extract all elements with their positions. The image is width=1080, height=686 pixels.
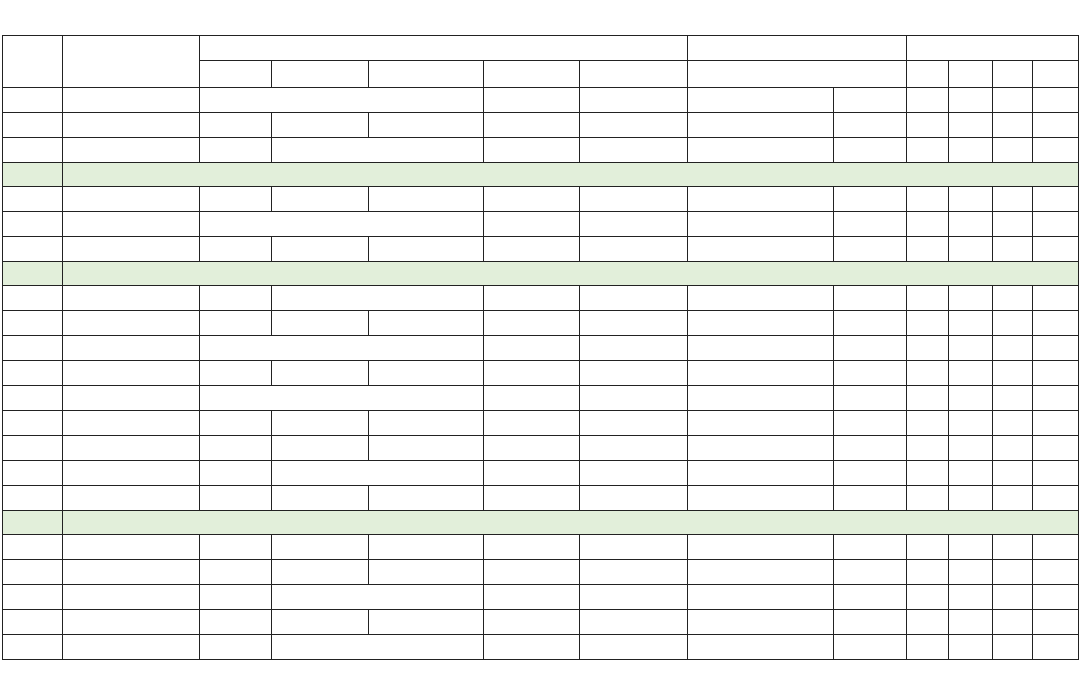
check-fruits-cell <box>1033 386 1079 411</box>
table-row <box>3 436 1079 461</box>
check-vegetables-cell <box>993 88 1033 113</box>
snack-cell <box>688 386 834 411</box>
snack-cell <box>688 311 834 336</box>
soup-cell <box>580 411 688 436</box>
official-stamp <box>886 562 1054 662</box>
date-cell <box>3 187 63 212</box>
table-row <box>3 411 1079 436</box>
main-cell <box>272 187 369 212</box>
fruit-cell <box>834 88 907 113</box>
check-fruits-cell <box>1033 336 1079 361</box>
header-staple <box>200 61 272 88</box>
check-protein-cell <box>949 286 993 311</box>
header-protein <box>949 61 993 88</box>
staple-cell <box>200 610 272 635</box>
date-cell <box>3 560 63 585</box>
side2-cell <box>484 610 580 635</box>
breakfast-cell <box>63 212 200 237</box>
side2-cell <box>484 461 580 486</box>
table-row <box>3 237 1079 262</box>
check-protein-cell <box>949 461 993 486</box>
side1-cell <box>369 436 484 461</box>
main-merged-cell <box>272 286 484 311</box>
check-grains-cell <box>907 138 949 163</box>
soup-cell <box>580 336 688 361</box>
side1-cell <box>369 560 484 585</box>
soup-cell <box>580 635 688 660</box>
check-grains-cell <box>907 88 949 113</box>
check-protein-cell <box>949 486 993 511</box>
check-vegetables-cell <box>993 535 1033 560</box>
side1-cell <box>369 610 484 635</box>
check-grains-cell <box>907 311 949 336</box>
check-protein-cell <box>949 535 993 560</box>
breakfast-cell <box>63 585 200 610</box>
holiday-text <box>63 511 1079 535</box>
main-merged-cell <box>272 138 484 163</box>
main-cell <box>272 311 369 336</box>
check-protein-cell <box>949 212 993 237</box>
main-cell <box>272 237 369 262</box>
side2-cell <box>484 336 580 361</box>
side1-cell <box>369 361 484 386</box>
breakfast-cell <box>63 610 200 635</box>
staple-cell <box>200 411 272 436</box>
check-protein-cell <box>949 113 993 138</box>
check-vegetables-cell <box>993 336 1033 361</box>
date-cell <box>3 212 63 237</box>
fruit-cell <box>834 286 907 311</box>
check-fruits-cell <box>1033 535 1079 560</box>
date-cell <box>3 610 63 635</box>
side2-cell <box>484 560 580 585</box>
date-cell <box>3 138 63 163</box>
header-side2 <box>484 61 580 88</box>
check-grains-cell <box>907 237 949 262</box>
side1-cell <box>369 113 484 138</box>
main-cell <box>272 610 369 635</box>
date-cell <box>3 436 63 461</box>
snack-cell <box>688 187 834 212</box>
date-cell <box>3 113 63 138</box>
snack-cell <box>688 286 834 311</box>
date-cell <box>3 486 63 511</box>
snack-cell <box>688 436 834 461</box>
soup-cell <box>580 585 688 610</box>
check-fruits-cell <box>1033 138 1079 163</box>
main-merged-cell <box>272 585 484 610</box>
breakfast-cell <box>63 461 200 486</box>
date-cell <box>3 237 63 262</box>
date-cell <box>3 88 63 113</box>
table-row <box>3 212 1079 237</box>
breakfast-cell <box>63 361 200 386</box>
fruit-cell <box>834 411 907 436</box>
check-grains-cell <box>907 461 949 486</box>
snack-cell <box>688 237 834 262</box>
table-row <box>3 361 1079 386</box>
snack-cell <box>688 585 834 610</box>
fruit-cell <box>834 361 907 386</box>
side2-cell <box>484 535 580 560</box>
check-protein-cell <box>949 436 993 461</box>
staple-cell <box>200 237 272 262</box>
side2-cell <box>484 212 580 237</box>
date-cell <box>3 361 63 386</box>
check-vegetables-cell <box>993 461 1033 486</box>
soup-cell <box>580 286 688 311</box>
date-cell <box>3 311 63 336</box>
table-row <box>3 535 1079 560</box>
check-grains-cell <box>907 535 949 560</box>
check-vegetables-cell <box>993 386 1033 411</box>
side2-cell <box>484 361 580 386</box>
breakfast-cell <box>63 88 200 113</box>
check-vegetables-cell <box>993 436 1033 461</box>
table-row <box>3 461 1079 486</box>
breakfast-cell <box>63 386 200 411</box>
side2-cell <box>484 635 580 660</box>
side2-cell <box>484 386 580 411</box>
check-fruits-cell <box>1033 237 1079 262</box>
main-cell <box>272 436 369 461</box>
check-fruits-cell <box>1033 411 1079 436</box>
date-cell <box>3 336 63 361</box>
table-row <box>3 386 1079 411</box>
staple-cell <box>200 585 272 610</box>
lunch-merged-cell <box>200 88 484 113</box>
header-afternoon <box>688 36 907 61</box>
side1-cell <box>369 311 484 336</box>
date-cell <box>3 386 63 411</box>
soup-cell <box>580 113 688 138</box>
fruit-cell <box>834 461 907 486</box>
breakfast-cell <box>63 286 200 311</box>
check-vegetables-cell <box>993 361 1033 386</box>
soup-cell <box>580 486 688 511</box>
check-protein-cell <box>949 311 993 336</box>
staple-cell <box>200 113 272 138</box>
soup-cell <box>580 88 688 113</box>
side1-cell <box>369 187 484 212</box>
holiday-row <box>3 262 1079 286</box>
check-protein-cell <box>949 361 993 386</box>
side2-cell <box>484 585 580 610</box>
fruit-cell <box>834 436 907 461</box>
check-grains-cell <box>907 187 949 212</box>
holiday-row <box>3 163 1079 187</box>
staple-cell <box>200 361 272 386</box>
table-row <box>3 187 1079 212</box>
side2-cell <box>484 311 580 336</box>
breakfast-cell <box>63 237 200 262</box>
page-title <box>0 0 1080 35</box>
snack-cell <box>688 535 834 560</box>
fruit-cell <box>834 311 907 336</box>
soup-cell <box>580 610 688 635</box>
date-cell <box>3 461 63 486</box>
staple-cell <box>200 535 272 560</box>
breakfast-cell <box>63 635 200 660</box>
side1-cell <box>369 486 484 511</box>
holiday-date <box>3 163 63 187</box>
side2-cell <box>484 88 580 113</box>
fruit-cell <box>834 113 907 138</box>
side1-cell <box>369 237 484 262</box>
header-vegetables <box>993 61 1033 88</box>
snack-cell <box>688 113 834 138</box>
check-grains-cell <box>907 361 949 386</box>
breakfast-cell <box>63 535 200 560</box>
fruit-cell <box>834 486 907 511</box>
check-grains-cell <box>907 286 949 311</box>
table-row <box>3 336 1079 361</box>
header-lunch <box>200 36 688 61</box>
holiday-date <box>3 262 63 286</box>
staple-cell <box>200 311 272 336</box>
table-row <box>3 286 1079 311</box>
fruit-cell <box>834 138 907 163</box>
side2-cell <box>484 187 580 212</box>
check-fruits-cell <box>1033 286 1079 311</box>
breakfast-cell <box>63 187 200 212</box>
header-fruits <box>1033 61 1079 88</box>
snack-cell <box>688 461 834 486</box>
breakfast-cell <box>63 436 200 461</box>
holiday-row <box>3 511 1079 535</box>
table-row <box>3 311 1079 336</box>
footer-note <box>0 660 1080 682</box>
snack-cell <box>688 88 834 113</box>
main-cell <box>272 560 369 585</box>
check-protein-cell <box>949 386 993 411</box>
check-vegetables-cell <box>993 486 1033 511</box>
check-vegetables-cell <box>993 311 1033 336</box>
main-cell <box>272 361 369 386</box>
check-vegetables-cell <box>993 212 1033 237</box>
breakfast-cell <box>63 411 200 436</box>
check-grains-cell <box>907 212 949 237</box>
check-protein-cell <box>949 411 993 436</box>
snack-cell <box>688 560 834 585</box>
holiday-date <box>3 511 63 535</box>
main-cell <box>272 535 369 560</box>
lunch-merged-cell <box>200 386 484 411</box>
staple-cell <box>200 138 272 163</box>
fruit-cell <box>834 212 907 237</box>
date-cell <box>3 585 63 610</box>
check-fruits-cell <box>1033 461 1079 486</box>
check-protein-cell <box>949 336 993 361</box>
snack-cell <box>688 610 834 635</box>
side2-cell <box>484 113 580 138</box>
breakfast-cell <box>63 138 200 163</box>
staple-cell <box>200 560 272 585</box>
stamp-inner-ring <box>914 588 1026 640</box>
snack-cell <box>688 411 834 436</box>
check-vegetables-cell <box>993 187 1033 212</box>
check-fruits-cell <box>1033 361 1079 386</box>
fruit-cell <box>834 336 907 361</box>
table-row <box>3 486 1079 511</box>
snack-cell <box>688 138 834 163</box>
lunch-merged-cell <box>200 336 484 361</box>
check-grains-cell <box>907 486 949 511</box>
breakfast-cell <box>63 336 200 361</box>
header-grains <box>907 61 949 88</box>
soup-cell <box>580 138 688 163</box>
staple-cell <box>200 635 272 660</box>
check-fruits-cell <box>1033 212 1079 237</box>
snack-cell <box>688 486 834 511</box>
check-grains-cell <box>907 411 949 436</box>
side2-cell <box>484 286 580 311</box>
header-check <box>907 36 1079 61</box>
staple-cell <box>200 486 272 511</box>
fruit-cell <box>834 535 907 560</box>
breakfast-cell <box>63 486 200 511</box>
check-fruits-cell <box>1033 311 1079 336</box>
soup-cell <box>580 361 688 386</box>
header-fruit-note <box>688 61 907 88</box>
date-cell <box>3 411 63 436</box>
table-row <box>3 113 1079 138</box>
soup-cell <box>580 212 688 237</box>
check-fruits-cell <box>1033 436 1079 461</box>
soup-cell <box>580 386 688 411</box>
check-vegetables-cell <box>993 237 1033 262</box>
side2-cell <box>484 138 580 163</box>
header-breakfast <box>63 36 200 88</box>
check-vegetables-cell <box>993 138 1033 163</box>
side2-cell <box>484 486 580 511</box>
check-grains-cell <box>907 336 949 361</box>
check-protein-cell <box>949 88 993 113</box>
side2-cell <box>484 237 580 262</box>
check-protein-cell <box>949 138 993 163</box>
lunch-merged-cell <box>200 212 484 237</box>
fruit-cell <box>834 187 907 212</box>
main-cell <box>272 113 369 138</box>
check-vegetables-cell <box>993 411 1033 436</box>
table-row <box>3 88 1079 113</box>
staple-cell <box>200 187 272 212</box>
check-grains-cell <box>907 386 949 411</box>
soup-cell <box>580 436 688 461</box>
side1-cell <box>369 411 484 436</box>
soup-cell <box>580 311 688 336</box>
header-date <box>3 36 63 88</box>
soup-cell <box>580 535 688 560</box>
header-main <box>272 61 369 88</box>
fruit-cell <box>834 237 907 262</box>
breakfast-cell <box>63 560 200 585</box>
side2-cell <box>484 411 580 436</box>
soup-cell <box>580 461 688 486</box>
main-cell <box>272 411 369 436</box>
check-protein-cell <box>949 187 993 212</box>
holiday-text <box>63 163 1079 187</box>
breakfast-cell <box>63 311 200 336</box>
stamp-ring <box>890 568 1050 660</box>
fruit-cell <box>834 386 907 411</box>
staple-cell <box>200 436 272 461</box>
soup-cell <box>580 560 688 585</box>
snack-cell <box>688 361 834 386</box>
table-row <box>3 138 1079 163</box>
header-soup <box>580 61 688 88</box>
check-grains-cell <box>907 113 949 138</box>
main-merged-cell <box>272 635 484 660</box>
staple-cell <box>200 461 272 486</box>
check-fruits-cell <box>1033 486 1079 511</box>
date-cell <box>3 635 63 660</box>
check-fruits-cell <box>1033 113 1079 138</box>
main-merged-cell <box>272 461 484 486</box>
check-fruits-cell <box>1033 187 1079 212</box>
check-fruits-cell <box>1033 88 1079 113</box>
soup-cell <box>580 187 688 212</box>
check-grains-cell <box>907 436 949 461</box>
check-vegetables-cell <box>993 113 1033 138</box>
staple-cell <box>200 286 272 311</box>
breakfast-cell <box>63 113 200 138</box>
soup-cell <box>580 237 688 262</box>
check-protein-cell <box>949 237 993 262</box>
side1-cell <box>369 535 484 560</box>
date-cell <box>3 286 63 311</box>
main-cell <box>272 486 369 511</box>
snack-cell <box>688 336 834 361</box>
header-side1 <box>369 61 484 88</box>
date-cell <box>3 535 63 560</box>
snack-cell <box>688 635 834 660</box>
snack-cell <box>688 212 834 237</box>
check-vegetables-cell <box>993 286 1033 311</box>
holiday-text <box>63 262 1079 286</box>
side2-cell <box>484 436 580 461</box>
